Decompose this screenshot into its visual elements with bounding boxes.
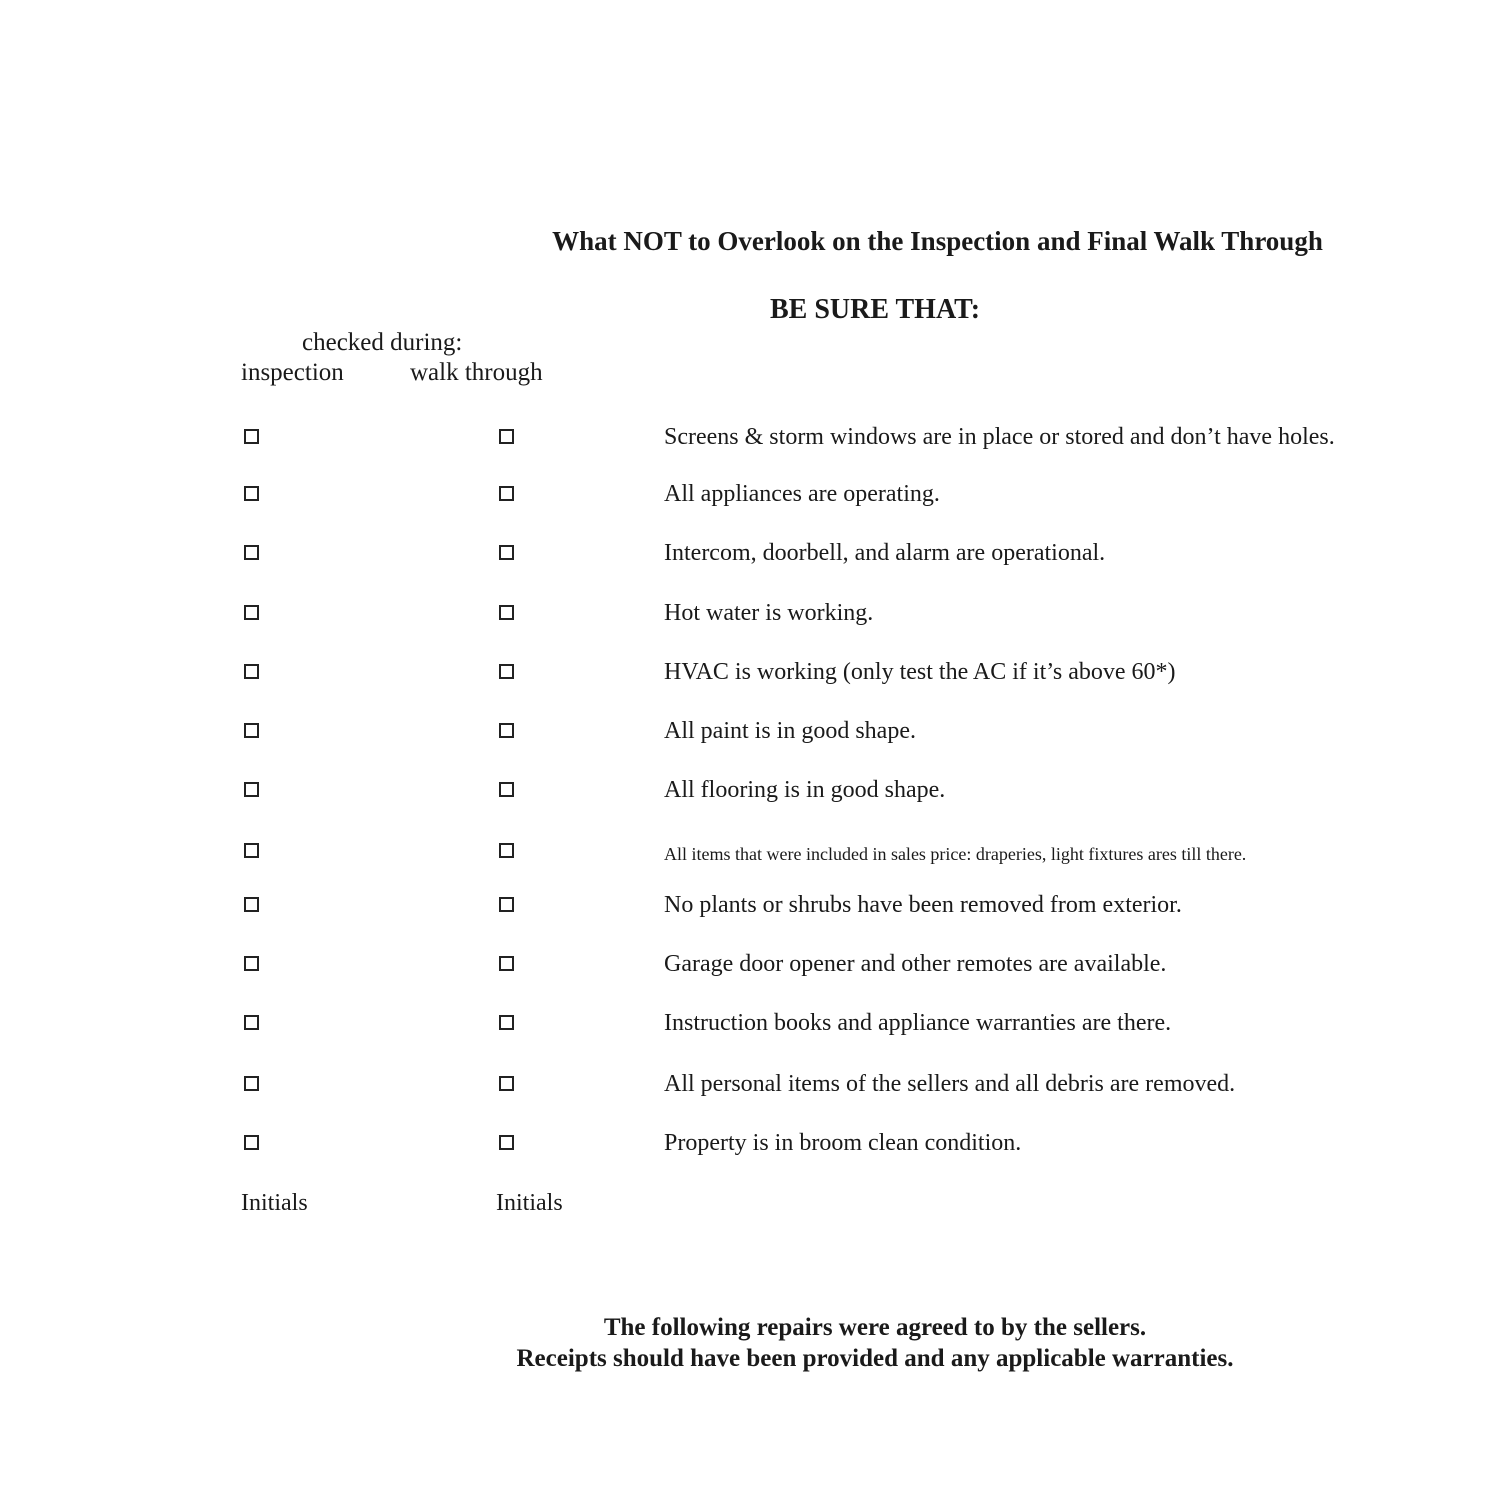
document-subtitle: BE SURE THAT: bbox=[769, 294, 981, 325]
checklist-item-text: Intercom, doorbell, and alarm are operational. bbox=[664, 540, 1106, 566]
checklist-row bbox=[0, 421, 1500, 455]
inspection-checkbox[interactable] bbox=[244, 486, 259, 501]
walk-through-initials-label: Initials bbox=[496, 1190, 563, 1216]
checked-during-label: checked during: bbox=[302, 329, 463, 356]
checklist-row bbox=[0, 835, 1500, 869]
walk-through-checkbox[interactable] bbox=[499, 723, 514, 738]
inspection-checkbox[interactable] bbox=[244, 843, 259, 858]
inspection-checkbox[interactable] bbox=[244, 956, 259, 971]
checklist-row bbox=[0, 774, 1500, 808]
checklist-item-text: All personal items of the sellers and all debris are removed. bbox=[664, 1071, 1236, 1097]
repairs-note bbox=[0, 1312, 1500, 1374]
inspection-checkbox[interactable] bbox=[244, 723, 259, 738]
inspection-checkbox[interactable] bbox=[244, 782, 259, 797]
walk-through-checkbox[interactable] bbox=[499, 664, 514, 679]
walk-through-checkbox[interactable] bbox=[499, 1076, 514, 1091]
inspection-checkbox[interactable] bbox=[244, 1015, 259, 1030]
checklist-item-text: All flooring is in good shape. bbox=[664, 777, 946, 803]
checklist-row bbox=[0, 1127, 1500, 1161]
walk-through-checkbox[interactable] bbox=[499, 605, 514, 620]
walk-through-checkbox[interactable] bbox=[499, 897, 514, 912]
walk-through-checkbox[interactable] bbox=[499, 956, 514, 971]
checklist-item-text: All paint is in good shape. bbox=[664, 718, 916, 744]
checklist-item-text: Garage door opener and other remotes are available. bbox=[664, 951, 1167, 977]
inspection-checkbox[interactable] bbox=[244, 664, 259, 679]
checklist-item-text: Property is in broom clean condition. bbox=[664, 1130, 1022, 1156]
checklist-item-text: Screens & storm windows are in place or stored and don’t have holes. bbox=[664, 424, 1335, 450]
repairs-note-line-1: The following repairs were agreed to by the sellers. bbox=[603, 1314, 1147, 1341]
checklist-row bbox=[0, 656, 1500, 690]
document-title: What NOT to Overlook on the Inspection and Final Walk Through bbox=[552, 226, 1323, 256]
walk-through-checkbox[interactable] bbox=[499, 486, 514, 501]
walk-through-checkbox[interactable] bbox=[499, 1015, 514, 1030]
checklist-row bbox=[0, 715, 1500, 749]
checklist-item-text: All appliances are operating. bbox=[664, 481, 940, 507]
repairs-note-line-2: Receipts should have been provided and any applicable warranties. bbox=[516, 1345, 1234, 1372]
walk-through-checkbox[interactable] bbox=[499, 545, 514, 560]
checklist-row bbox=[0, 597, 1500, 631]
walk-through-checkbox[interactable] bbox=[499, 1135, 514, 1150]
checklist-row bbox=[0, 889, 1500, 923]
inspection-checkbox[interactable] bbox=[244, 1135, 259, 1150]
checklist-row bbox=[0, 1068, 1500, 1102]
inspection-column-header: inspection bbox=[241, 359, 344, 386]
walk-through-checkbox[interactable] bbox=[499, 429, 514, 444]
walk-through-checkbox[interactable] bbox=[499, 782, 514, 797]
inspection-checkbox[interactable] bbox=[244, 429, 259, 444]
checklist-item-text: No plants or shrubs have been removed from exterior. bbox=[664, 892, 1182, 918]
checklist-row bbox=[0, 537, 1500, 571]
checklist-row bbox=[0, 948, 1500, 982]
inspection-initials-label: Initials bbox=[241, 1190, 308, 1216]
checklist-item-text: All items that were included in sales price: draperies, light fixtures ares till there. bbox=[664, 844, 1247, 864]
checklist-row bbox=[0, 478, 1500, 512]
walk-through-column-header: walk through bbox=[410, 359, 543, 386]
inspection-checkbox[interactable] bbox=[244, 605, 259, 620]
inspection-checkbox[interactable] bbox=[244, 897, 259, 912]
inspection-checkbox[interactable] bbox=[244, 1076, 259, 1091]
checklist-row bbox=[0, 1007, 1500, 1041]
checklist-item-text: Hot water is working. bbox=[664, 600, 874, 626]
checklist-item-text: Instruction books and appliance warranties are there. bbox=[664, 1010, 1172, 1036]
inspection-checkbox[interactable] bbox=[244, 545, 259, 560]
walk-through-checkbox[interactable] bbox=[499, 843, 514, 858]
checklist-item-text: HVAC is working (only test the AC if it’s above 60*) bbox=[664, 659, 1176, 685]
